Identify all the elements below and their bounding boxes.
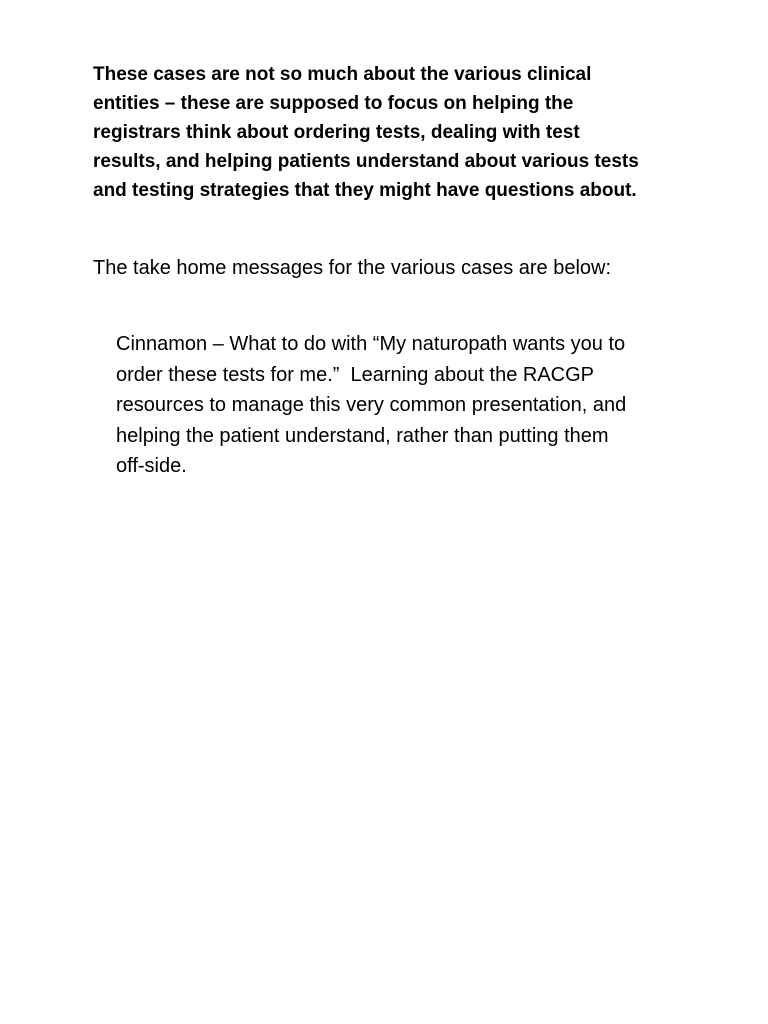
intro-paragraph <box>93 60 693 205</box>
case-line: off-side. <box>116 455 187 477</box>
intro-line: registrars think about ordering tests, dealing with test <box>93 122 580 143</box>
case-line: helping the patient understand, rather than putting them <box>116 424 609 447</box>
case-line: Cinnamon – What to do with “My naturopath wants you to <box>116 333 626 355</box>
case-line: resources to manage this very common presentation, and <box>116 394 627 416</box>
take-home-lead: The take home messages for the various cases are below: <box>93 257 612 279</box>
intro-line: and testing strategies that they might have questions about. <box>93 180 637 201</box>
case-line: order these tests for me.” Learning about the RACGP <box>116 363 595 386</box>
case-cinnamon-paragraph <box>116 329 716 482</box>
intro-line: These cases are not so much about the various clinical <box>93 64 592 85</box>
intro-line: results, and helping patients understand about various tests <box>93 151 639 172</box>
intro-line: entities – these are supposed to focus on helping the <box>93 93 574 114</box>
